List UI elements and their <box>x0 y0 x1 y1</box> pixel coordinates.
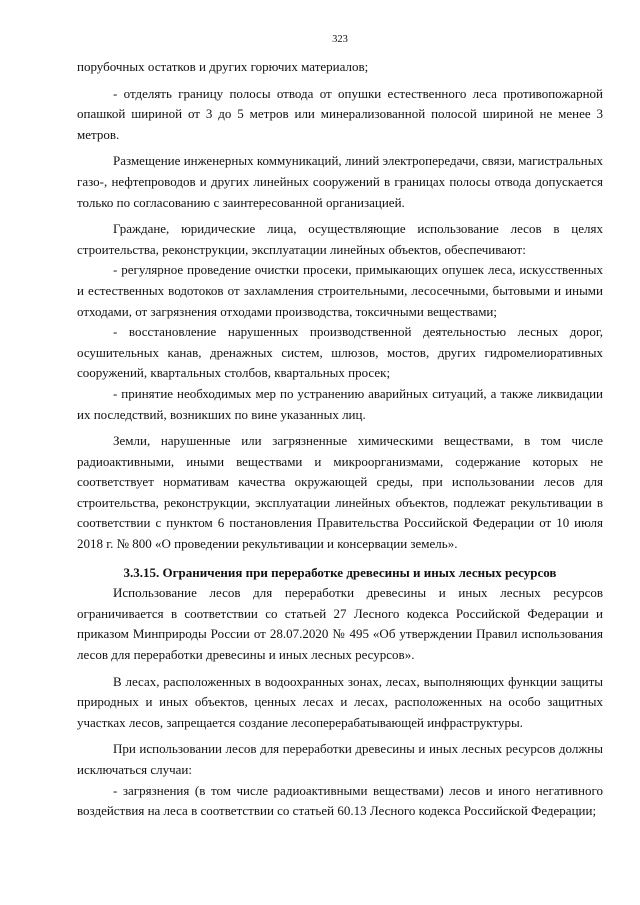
paragraph-excluded-cases: При использовании лесов для переработки древесины и иных лесных ресурсов должны исключаться случаи: <box>77 741 603 777</box>
paragraph-continuation: порубочных остатков и других горючих материалов; <box>77 59 369 74</box>
list-item-emergency: - принятие необходимых мер по устранению аварийных ситуаций, а также ликвидации их последствий, возникших по вине указанных лиц. <box>77 385 603 422</box>
paragraph-prohibited-zones: В лесах, расположенных в водоохранных зонах, лесах, выполняющих функции защиты природных и иных объектов, ценных лесах и лесах, расположенных на особо защитных участках лесов, запрещается создание лесоперерабатывающей инфраструктуры. <box>77 673 603 730</box>
section-heading: 3.3.15. Ограничения при переработке древесины и иных лесных ресурсов <box>123 564 557 580</box>
list-item-restoration: - восстановление нарушенных производственной деятельностью лесных дорог, осушительных канав, дренажных систем, шлюзов, мостов, других гидромелиоративных сооружений, квартальных столбов, квартальных просек; <box>77 324 603 381</box>
paragraph-firebreak: - отделять границу полосы отвода от опушки естественного леса противопожарной опашкой шириной от 3 до 5 метров или минерализованной полосой шириной не менее 3 метров. <box>77 85 603 142</box>
paragraph-processing-limits: Использование лесов для переработки древесины и иных лесных ресурсов ограничивается в соответствии со статьей 27 Лесного кодекса Российской Федерации и приказом Минприроды России от 28.07.2020 № 495 «Об утверждении Правил использования лесов для переработки древесины и иных лесных ресурсов». <box>77 585 603 663</box>
paragraph-land-recultivation: Земли, нарушенные или загрязненные химическими веществами, в том числе радиоактивными, иными веществами и микроорганизмами, содержание которых не соответствует нормативам качества окружающей среды, при использовании лесов для строительства, реконструкции, эксплуатации линейных объектов, подлежат рекультивации в соответствии с пунктом 6 постановления Правительства Российской Федерации от 10 июля 2018 г. № 800 «О проведении рекультивации и консервации земель». <box>77 433 603 552</box>
paragraph-citizens-obligations: Граждане, юридические лица, осуществляющие использование лесов в целях строительства, реконструкции, эксплуатации линейных объектов, обеспечивают: <box>77 221 603 257</box>
page-number: 323 <box>332 34 348 45</box>
paragraph-utilities-placement: Размещение инженерных коммуникаций, линий электропередачи, связи, магистральных газо-, нефтепроводов и других линейных сооружений в границах полосы отвода допускается только по согласованию с заинтересованной организацией. <box>77 153 603 210</box>
list-item-cleaning: - регулярное проведение очистки просеки, примыкающих опушек леса, искусственных и естественных водотоков от захламления строительными, лесосечными, бытовыми и иными отходами, от загрязнения отходами производства, токсичными веществами; <box>77 262 603 319</box>
list-item-pollution: - загрязнения (в том числе радиоактивными веществами) лесов и иного негативного воздействия на леса в соответствии со статьей 60.13 Лесного кодекса Российской Федерации; <box>77 782 603 819</box>
